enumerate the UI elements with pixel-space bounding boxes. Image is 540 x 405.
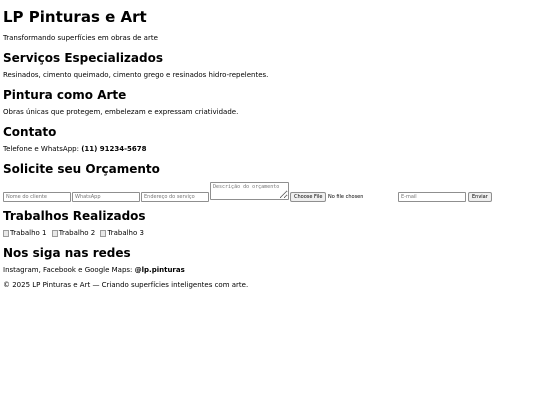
art-heading: Pintura como Arte [3, 88, 127, 102]
site-tagline: Transformando superfícies em obras de arte [3, 34, 158, 42]
gallery-image-2: Trabalho 2 [52, 229, 96, 238]
broken-image-icon [52, 230, 58, 237]
services-text: Resinados, cimento queimado, cimento grego e resinados hidro-repelentes. [3, 71, 269, 79]
contact-line [3, 145, 147, 154]
site-title: LP Pinturas e Art [3, 8, 147, 26]
contact-phone: (11) 91234-5678 [81, 145, 147, 153]
description-textarea[interactable] [210, 182, 289, 200]
social-handle: @lp.pinturas [134, 266, 185, 274]
art-text: Obras únicas que protegem, embelezam e expressam criatividade. [3, 108, 239, 116]
quote-form [3, 182, 538, 202]
address-input[interactable] [141, 192, 209, 202]
social-line [3, 266, 185, 275]
choose-file-button[interactable]: Choose File [290, 192, 326, 202]
social-heading: Nos siga nas redes [3, 246, 131, 260]
quote-heading: Solicite seu Orçamento [3, 162, 160, 176]
email-input[interactable] [398, 192, 466, 202]
gallery-heading: Trabalhos Realizados [3, 209, 146, 223]
services-heading: Serviços Especializados [3, 51, 163, 65]
social-label: Instagram, Facebook e Google Maps: [3, 266, 133, 274]
submit-button[interactable]: Enviar [468, 192, 492, 202]
contact-label: Telefone e WhatsApp: [3, 145, 79, 153]
gallery [3, 229, 147, 240]
broken-image-icon [3, 230, 9, 237]
broken-image-icon [100, 230, 106, 237]
whatsapp-input[interactable] [72, 192, 140, 202]
footer-text: © 2025 LP Pinturas e Art — Criando superfícies inteligentes com arte. [3, 281, 249, 289]
gallery-image-3: Trabalho 3 [100, 229, 144, 238]
contact-heading: Contato [3, 125, 57, 139]
gallery-image-1: Trabalho 1 [3, 229, 47, 238]
file-status-text: No file chosen [328, 194, 364, 200]
client-name-input[interactable] [3, 192, 71, 202]
